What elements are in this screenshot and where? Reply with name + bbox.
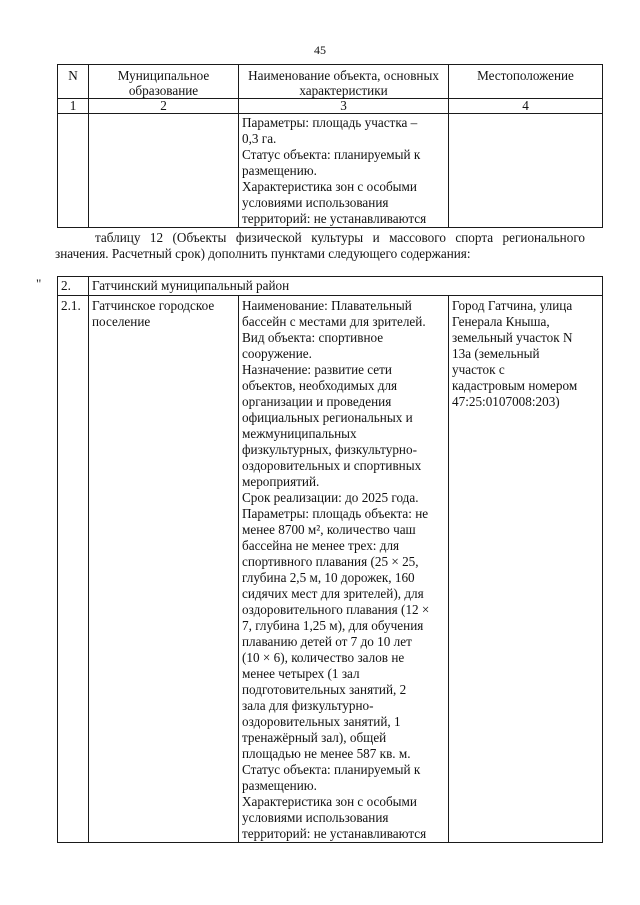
- municipality-cell: [89, 296, 239, 843]
- section-row: [58, 277, 603, 296]
- row-number: 2.1.: [58, 296, 89, 843]
- text-line: менее 8700 м², количество чаш: [242, 522, 416, 537]
- text-line: 47:25:0107008:203): [452, 394, 560, 409]
- object-parameters-cell: [239, 114, 449, 228]
- location-cell: [449, 296, 603, 843]
- intro-paragraph-text: таблицу 12 (Объекты физической культуры и массового спорта регионального значения. Расчетный срок) дополнить пунктами следующего содержания:: [55, 230, 585, 261]
- text-line: оздоровительных и спортивных: [242, 458, 422, 473]
- text-line: территорий: не устанавливаются: [242, 826, 427, 841]
- section-title: Гатчинский муниципальный район: [89, 277, 603, 296]
- header-object: Наименование объекта, основных характеристики: [239, 65, 449, 99]
- text-line: сидячих мест для зрителей), для: [242, 586, 424, 601]
- column-number-row: [58, 99, 603, 114]
- opening-quote-mark: ": [36, 276, 42, 291]
- page-number: 45: [314, 43, 326, 57]
- text-line: плаванию детей от 7 до 10 лет: [242, 634, 412, 649]
- text-line: Характеристика зон с особыми: [242, 794, 417, 809]
- text-line: 0,3 га.: [242, 131, 277, 146]
- text-line: размещению.: [242, 778, 317, 793]
- cell-empty: [449, 114, 603, 228]
- text-line: физкультурных, физкультурно-: [242, 442, 417, 457]
- text-line: Гатчинское городское: [92, 298, 215, 313]
- text-line: Срок реализации: до 2025 года.: [242, 490, 419, 505]
- column-number: 3: [239, 99, 449, 114]
- text-line: площадью не менее 587 кв. м.: [242, 746, 411, 761]
- sports-objects-table: [57, 276, 603, 843]
- text-line: зала для физкультурно-: [242, 698, 374, 713]
- header-municipality: Муниципальное образование: [89, 65, 239, 99]
- text-line: официальных региональных и: [242, 410, 413, 425]
- column-number: 1: [58, 99, 89, 114]
- header-location: Местоположение: [449, 65, 603, 99]
- text-line: кадастровым номером: [452, 378, 578, 393]
- section-number: 2.: [58, 277, 89, 296]
- text-line: объектов, необходимых для: [242, 378, 398, 393]
- column-number: 2: [89, 99, 239, 114]
- objects-table-continuation: [57, 64, 603, 228]
- cell-empty: [58, 114, 89, 228]
- text-line: мероприятий.: [242, 474, 320, 489]
- text-line: Параметры: площадь участка –: [242, 115, 418, 130]
- table-row: [58, 296, 603, 843]
- text-line: участок с: [452, 362, 505, 377]
- header-number: N: [58, 65, 89, 99]
- text-line: межмуниципальных: [242, 426, 357, 441]
- text-line: Вид объекта: спортивное: [242, 330, 384, 345]
- text-line: организации и проведения: [242, 394, 392, 409]
- text-line: условиями использования: [242, 810, 389, 825]
- text-line: спортивного плавания (25 × 25,: [242, 554, 419, 569]
- text-line: глубина 2,5 м, 10 дорожек, 160: [242, 570, 415, 585]
- text-line: Характеристика зон с особыми: [242, 179, 417, 194]
- text-line: 7, глубина 1,25 м), для обучения: [242, 618, 424, 633]
- text-line: размещению.: [242, 163, 317, 178]
- text-line: Наименование: Плавательный: [242, 298, 412, 313]
- text-line: условиями использования: [242, 195, 389, 210]
- text-line: менее четырех (1 зал: [242, 666, 360, 681]
- text-line: бассейна не менее трех: для: [242, 538, 400, 553]
- text-line: Статус объекта: планируемый к: [242, 147, 421, 162]
- text-line: Статус объекта: планируемый к: [242, 762, 421, 777]
- text-line: земельный участок N: [452, 330, 573, 345]
- text-line: Назначение: развитие сети: [242, 362, 392, 377]
- text-line: поселение: [92, 314, 151, 329]
- text-line: сооружение.: [242, 346, 312, 361]
- text-line: Город Гатчина, улица: [452, 298, 573, 313]
- cell-empty: [89, 114, 239, 228]
- text-line: 13а (земельный: [452, 346, 540, 361]
- text-line: Генерала Кныша,: [452, 314, 550, 329]
- text-line: оздоровительных занятий, 1: [242, 714, 401, 729]
- text-line: (10 × 6), количество залов не: [242, 650, 405, 665]
- table-row: [58, 114, 603, 228]
- text-line: оздоровительного плавания (12 ×: [242, 602, 430, 617]
- table-header-row: [58, 65, 603, 99]
- object-description-cell: [239, 296, 449, 843]
- text-line: бассейн с местами для зрителей.: [242, 314, 426, 329]
- text-line: подготовительных занятий, 2: [242, 682, 407, 697]
- intro-paragraph: [55, 230, 585, 262]
- text-line: территорий: не устанавливаются: [242, 211, 427, 226]
- text-line: Параметры: площадь объекта: не: [242, 506, 429, 521]
- column-number: 4: [449, 99, 603, 114]
- text-line: тренажёрный зал), общей: [242, 730, 387, 745]
